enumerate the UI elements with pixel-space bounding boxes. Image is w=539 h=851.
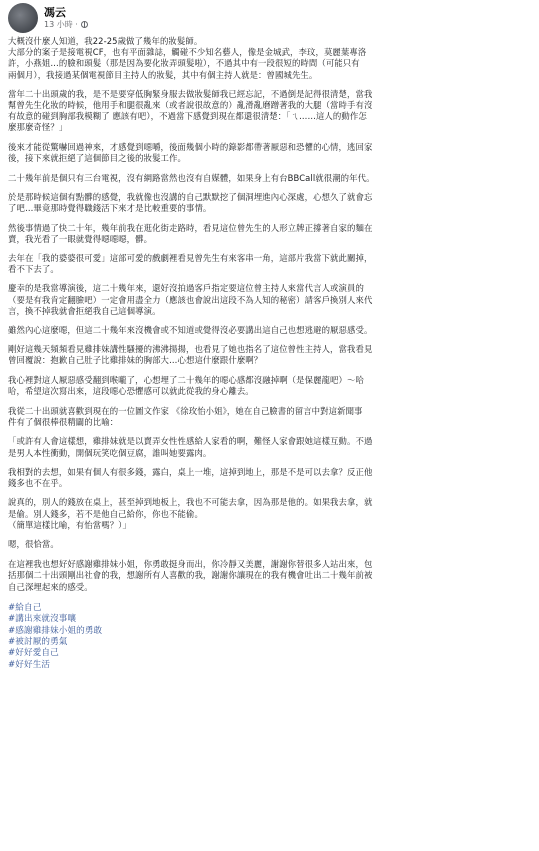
paragraph-4: 後來才能從驚嚇回過神來，才感覺到噁嚼，後面幾個小時的錄影都帶著厭惡和恐懼的心情，逃回家 後，接下來就拒絕了這個節目之後的妝髮工作。 bbox=[8, 141, 373, 163]
post-time[interactable]: 13 小時 · bbox=[44, 19, 78, 29]
paragraph-13: 我從二十出頭就喜歡到現在的一位圖文作家 《徐玫怡小姐》，她在自己臉書的留言中對這新聞事 件有了個很棒很精闢的比喻： bbox=[8, 406, 363, 428]
post-body bbox=[8, 36, 531, 671]
paragraph-14: 「或許有人會這樣想，雞排妹就是以賣弄女性性感給人家看的啊，難怪人家會跟她這樣互動。不過 是男人本性衝動，開個玩笑吃個豆腐，誰叫她要露肉。 bbox=[8, 436, 373, 458]
paragraph-3: 當年二十出頭歲的我，是不是要穿低胸緊身服去做妝髮師我已經忘記，不過倒是記得很清楚，當我 幫曾先生化妝的時候，他用手和腿很亂來（或者說很故意的）亂滑亂磨蹭著我的大腿（當時手有沒 有故意的碰到胸部我模糊了 應該有吧），不過當下感覺到現在都還很清楚：「ㄟ……這人的動作怎 麼那麼奇怪？」 bbox=[8, 88, 373, 133]
hashtag-link[interactable]: #被討厭的勇氣 bbox=[8, 636, 68, 647]
paragraph-11: 剛好這幾天頻頻看見雞排妹講性騷擾的沸沸揚揚，也看見了她也指名了這位曾性主持人，當我看見 曾回覆說：抱歉自己肚子比雞排妹的胸部大…心想這什麼跟什麼啊？ bbox=[8, 344, 373, 366]
author-avatar[interactable] bbox=[8, 3, 38, 33]
hashtag-link[interactable]: #感謝雞排妹小姐的勇敢 bbox=[8, 625, 103, 636]
hashtag-link[interactable]: #好好愛自己 bbox=[8, 648, 59, 659]
paragraph-18: 在這裡我也想好好感謝雞排妹小姐，你勇敢挺身而出，你冷靜又美麗，謝謝你替很多人站出來，包 括那個二十出頭剛出社會的我，想謝所有人喜歡的我，謝謝你讓現在的我有機會吐出二十幾年前被 自己深埋起來的感受。 bbox=[8, 559, 373, 592]
paragraph-8: 去年在「我的婆婆很可愛」這部可愛的戲劇裡看見曾先生有來客串一角，這部片我當下就此關掉， 看不下去了。 bbox=[8, 253, 373, 275]
author-name[interactable]: 馮云 bbox=[44, 6, 66, 20]
post-header bbox=[8, 0, 531, 36]
paragraph-7: 然後事情過了快二十年，幾年前我在逛化街走路時，看見這位曾先生的人形立牌正撐著自家的麵在 賣，我光看了一眼就覺得噁噁噁，髒。 bbox=[8, 222, 373, 244]
paragraph-2: 大部分的案子是接電視CF，也有平面雜誌，觸碰不少知名藝人，像是金城武，李玟，莫麗葉專洛 許，小燕姐…的臉和頭髮（那是因為要化妝弄頭髮啦），不過其中有一段很短的時間（可能只有 兩個月），我接過某個電視節目主持人的妝髮，其中有個主持人就是：曾國城先生。 bbox=[8, 47, 367, 80]
paragraph-12: 我心裡對這人厭惡感受翻到喉嚨了，心想埋了二十幾年的噁心感都沒融掉啊（是保麗龍吧）～哈 哈，希望這次寫出來，這段噁心恐懼感可以就此從我的身心離去。 bbox=[8, 374, 364, 396]
paragraph-1: 大概沒什麼人知道，我22-25歲做了幾年的妝髮師。 bbox=[8, 36, 203, 46]
paragraph-17: 嗯，很恰當。 bbox=[8, 538, 59, 549]
paragraph-6: 於是那時候這個有點髒的感覺，我就像也沒講的自己默默挖了個洞埋進內心深處，心想久了就會忘 了吧…畢竟那時覺得職錢活下來才是比較重要的事情。 bbox=[8, 192, 373, 214]
paragraph-16: 說真的，別人的錢放在桌上，甚至掉到地板上，我也不可能去拿，因為那是他的。如果我去拿，就 是偷。別人錢多，若不是他自己給你，你也不能偷。 （簡單這樣比喻，有怡當嗎？）」 bbox=[8, 497, 373, 530]
hashtag-link[interactable]: #好好生活 bbox=[8, 659, 51, 670]
globe-icon bbox=[81, 21, 88, 28]
post-subline bbox=[44, 21, 88, 29]
hashtag-list bbox=[8, 603, 531, 671]
paragraph-5: 二十幾年前是個只有三台電視，沒有網路當然也沒有自媒體，如果身上有台BBCall就很潮的年代。 bbox=[8, 173, 375, 184]
paragraph-9: 慶幸的是我當導演後，這二十幾年來，還好沒拍過客戶指定要這位曾主持人來當代言人或演員的 （要是有我肯定翻臉吧）一定會用盡全力（應該也會說出這段不為人知的秘密）請客戶換別人來代 言，換不掉我就會拒絕我自己這個導演。 bbox=[8, 283, 373, 316]
paragraph-15: 我相對的去想，如果有個人有很多錢，露白，桌上一堆，這掉到地上，那是不是可以去拿？反正他 錢多也不在乎。 bbox=[8, 466, 373, 489]
hashtag-link[interactable]: #給自己 bbox=[8, 602, 42, 613]
post-meta bbox=[44, 7, 88, 29]
paragraph-10: 雖然內心這麼噁，但這二十幾年來沒機會或不知道或覺得沒必要講出這自己也想逃避的厭惡感受。 bbox=[8, 325, 373, 336]
hashtag-link[interactable]: #講出來就沒事嚷 bbox=[8, 614, 77, 625]
